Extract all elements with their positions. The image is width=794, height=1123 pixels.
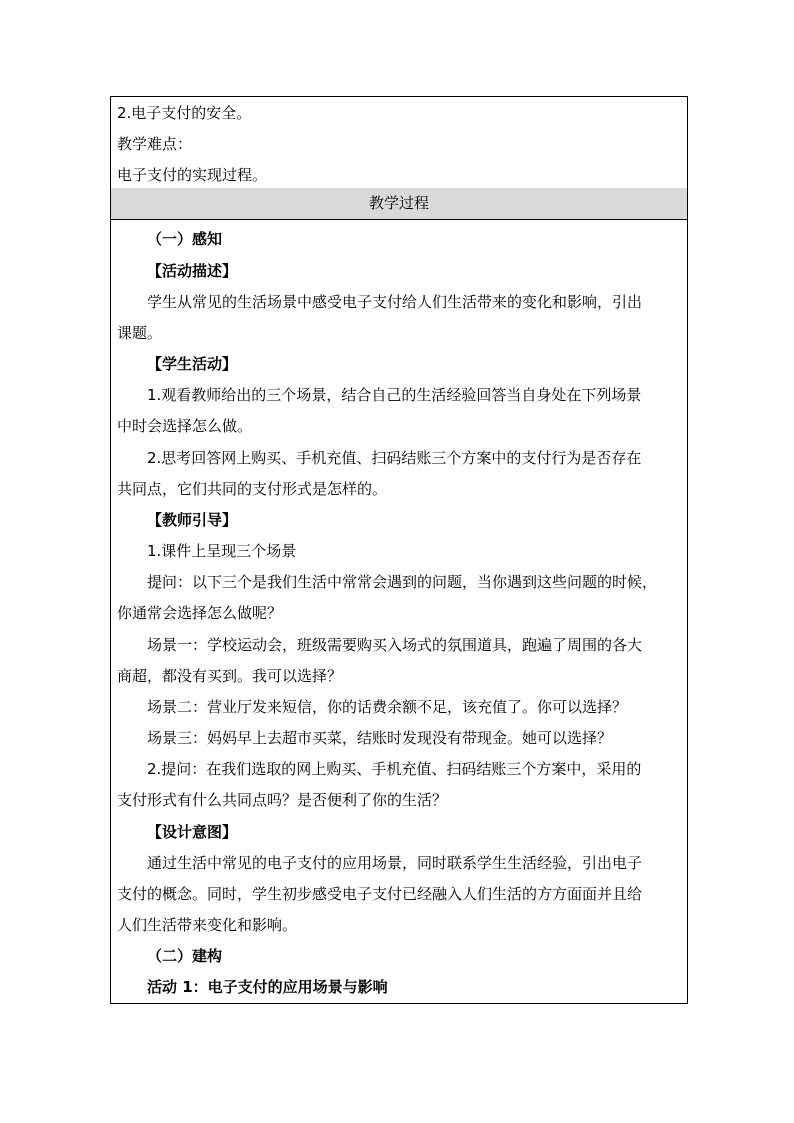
paragraph-line: 场景一：学校运动会，班级需要购买入场式的氛围道具，跑遍了周围的各大 [147, 636, 643, 654]
subsection-heading: 【设计意图】 [147, 823, 238, 841]
paragraph-line: 1.观看教师给出的三个场景，结合自己的生活经验回答当自身处在下列场景 [147, 386, 642, 404]
section-header: 教学过程 [111, 188, 687, 220]
paragraph-line: 共同点，它们共同的支付形式是怎样的。 [117, 480, 388, 498]
section-heading: （一）感知 [147, 230, 223, 248]
subsection-heading: 【学生活动】 [147, 355, 238, 373]
lesson-plan-table [110, 96, 688, 1004]
paragraph-line: 2.提问：在我们选取的网上购买、手机充值、扫码结账三个方案中，采用的 [147, 760, 642, 778]
paragraph-line: 支付的概念。同时，学生初步感受电子支付已经融入人们生活的方方面面并且给 [117, 885, 643, 903]
paragraph-line: 场景三：妈妈早上去超市买菜，结账时发现没有带现金。她可以选择？ [147, 729, 613, 747]
paragraph-line: 提问：以下三个是我们生活中常常会遇到的问题，当你遇到这些问题的时候， [147, 573, 658, 591]
paragraph-line: 你通常会选择怎么做呢？ [117, 604, 283, 622]
paragraph-line: 2.思考回答网上购买、手机充值、扫码结账三个方案中的支付行为是否存在 [147, 449, 642, 467]
text-line: 2.电子支付的安全。 [117, 104, 252, 122]
paragraph-line: 中时会选择怎么做。 [117, 417, 253, 435]
paragraph-line: 商超，都没有买到。我可以选择？ [117, 667, 343, 685]
section-heading: （二）建构 [147, 947, 223, 965]
paragraph-line: 学生从常见的生活场景中感受电子支付给人们生活带来的变化和影响，引出 [147, 293, 643, 311]
paragraph-line: 支付形式有什么共同点吗？是否便利了你的生活？ [117, 791, 448, 809]
paragraph-line: 人们生活带来变化和影响。 [117, 916, 298, 934]
activity-heading: 活动 1：电子支付的应用场景与影响 [147, 978, 388, 996]
teaching-process-cell [111, 220, 687, 1003]
subsection-heading: 【教师引导】 [147, 511, 238, 529]
teaching-focus-cell [111, 97, 687, 189]
paragraph-line: 课题。 [117, 324, 163, 342]
text-line: 电子支付的实现过程。 [117, 166, 268, 184]
subsection-heading: 【活动描述】 [147, 262, 238, 280]
text-line: 教学难点： [117, 135, 193, 153]
paragraph-line: 场景二：营业厅发来短信，你的话费余额不足，该充值了。你可以选择？ [147, 698, 628, 716]
paragraph-line: 通过生活中常见的电子支付的应用场景，同时联系学生生活经验，引出电子 [147, 854, 643, 872]
paragraph-line: 1.课件上呈现三个场景 [147, 542, 297, 560]
